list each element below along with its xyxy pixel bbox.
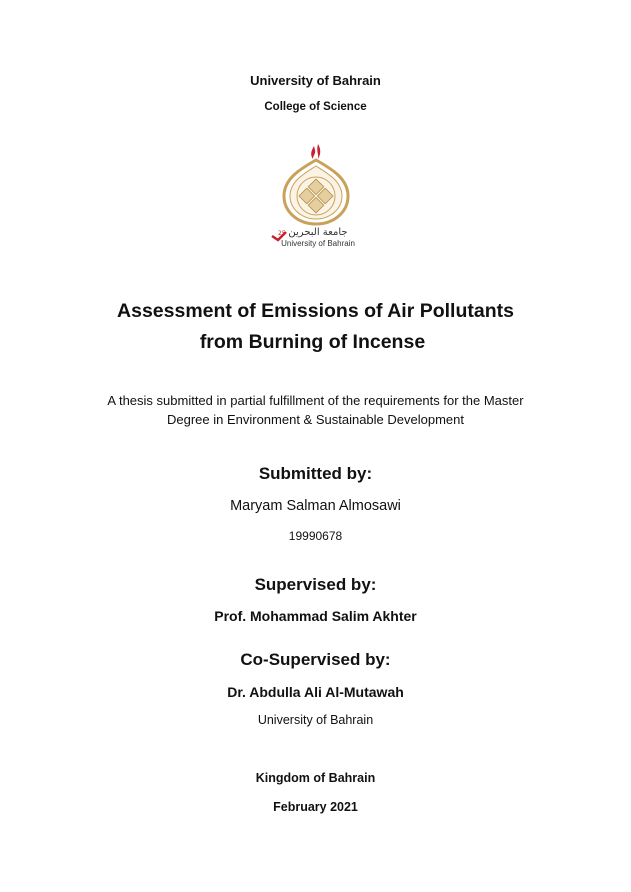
university-name: University of Bahrain [250,73,381,88]
thesis-title-line-1: Assessment of Emissions of Air Pollutants [117,300,514,322]
submitted-by-heading: Submitted by: [258,464,373,483]
supervised-by-heading: Supervised by: [254,575,377,594]
logo-arabic-name: جامعة البحرين [288,227,348,238]
co-supervisor-affiliation: University of Bahrain [257,713,374,727]
thesis-description-line-2: Degree in Environment & Sustainable Development [166,412,464,427]
thesis-description-line-1: A thesis submitted in partial fulfillment of the requirements for the Master [107,393,524,408]
thesis-title-line-2: from Burning of Incense [199,331,426,353]
country: Kingdom of Bahrain [255,771,376,785]
university-of-bahrain-seal-icon [262,140,372,252]
supervisor-name: Prof. Mohammad Salim Akhter [214,608,417,624]
submission-date: February 2021 [273,800,358,814]
co-supervised-by-heading: Co-Supervised by: [240,650,391,669]
author-name: Maryam Salman Almosawi [230,498,401,514]
university-logo [262,140,372,252]
logo-english-name: University of Bahrain [281,239,355,248]
co-supervisor-name: Dr. Abdulla Ali Al-Mutawah [227,684,404,700]
svg-text:25: 25 [278,230,286,237]
student-id: 19990678 [288,529,343,543]
college-name: College of Science [264,101,367,113]
